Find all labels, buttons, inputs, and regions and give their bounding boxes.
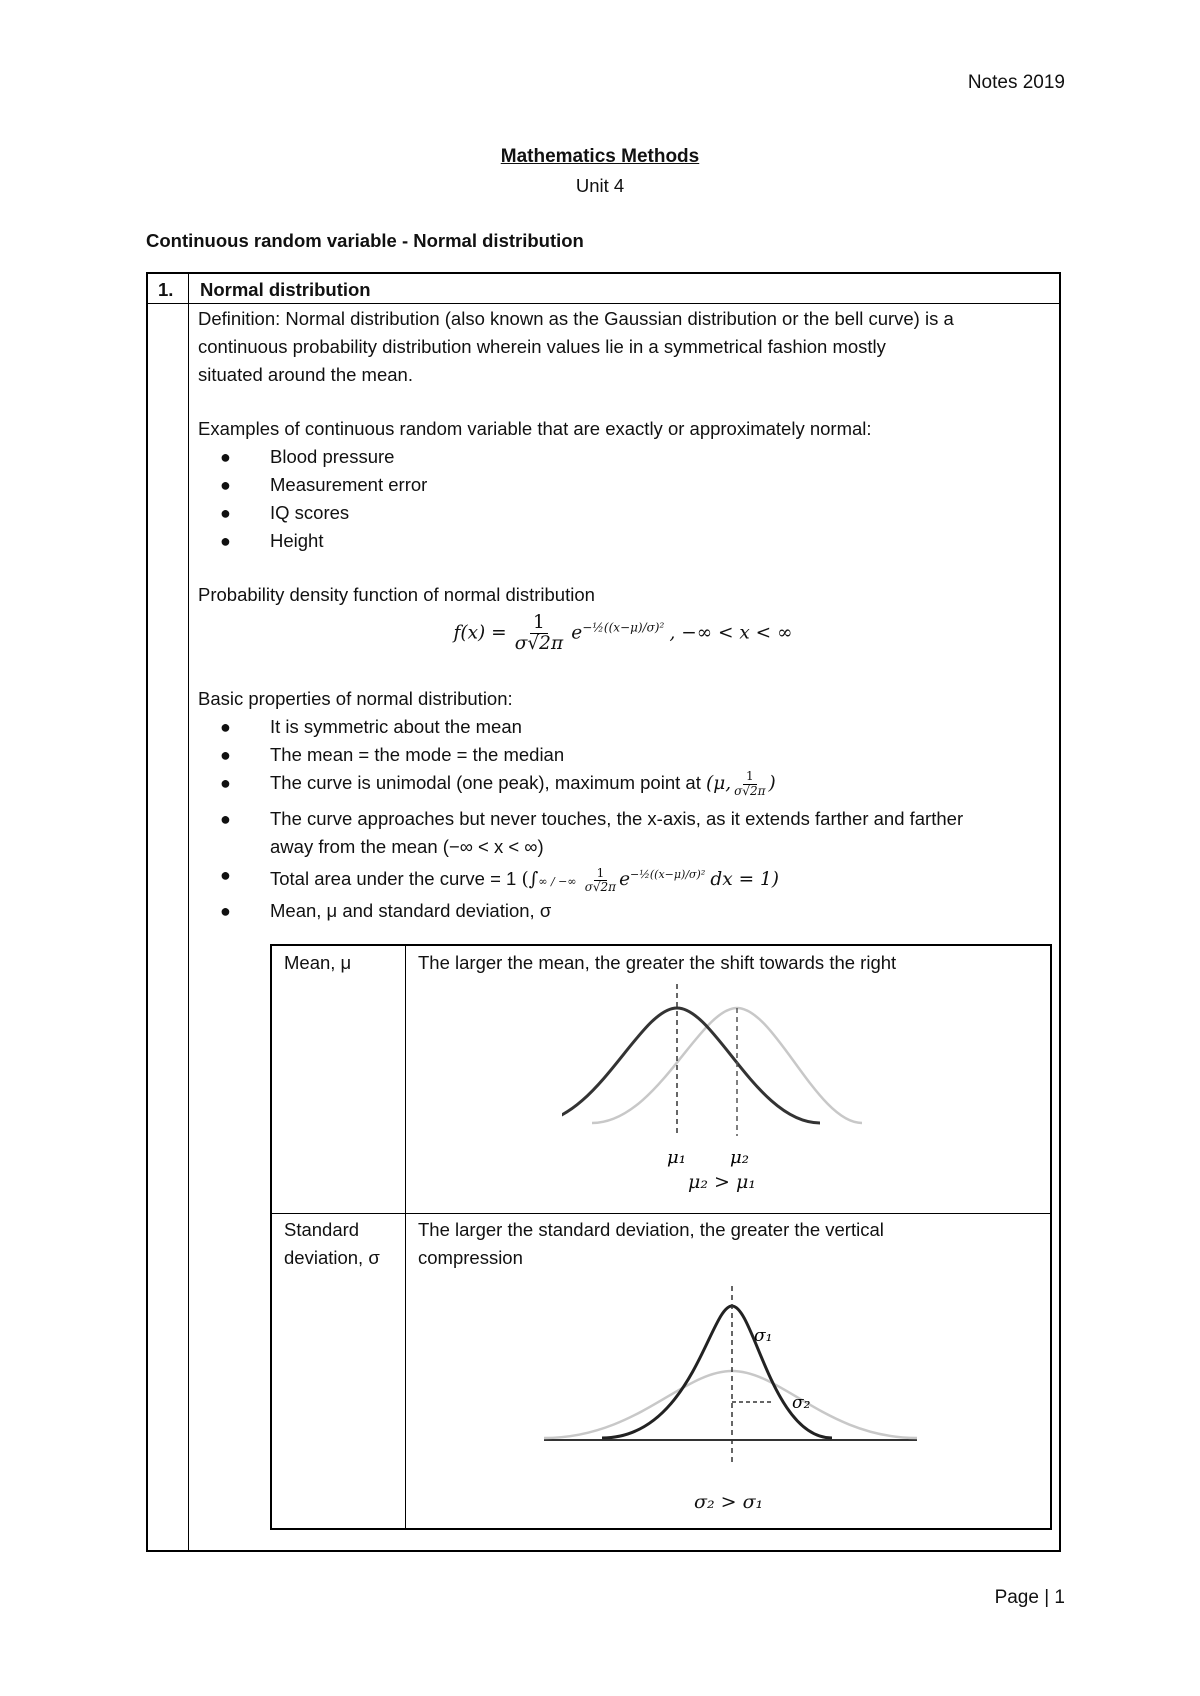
sigma1-label: σ₁	[754, 1326, 773, 1346]
examples-list	[198, 443, 1048, 555]
inner-column-divider	[405, 946, 406, 1528]
row-number: 1.	[158, 279, 174, 300]
pdf-intro: Probability density function of normal distribution	[198, 584, 595, 605]
formula-fraction: $\frac{1}{\sigma√2\pi}$	[514, 612, 564, 655]
properties-list	[198, 713, 1048, 925]
sd-description-line-1: The larger the standard deviation, the greater the vertical	[418, 1219, 884, 1240]
section-heading: Continuous random variable - Normal distribution	[146, 230, 584, 251]
list-item: ● The mean = the mode = the median	[198, 741, 1048, 769]
mean-caption: μ₂ > μ₁	[688, 1171, 756, 1193]
curve-mu2	[592, 1008, 862, 1123]
bullet-icon: ●	[220, 475, 231, 495]
list-item: ● The curve is unimodal (one peak), maximum point at (μ, $\frac{1}{\sigma√2\pi}$ )	[220, 769, 776, 798]
page-title: Mathematics Methods	[500, 146, 700, 167]
list-item: ● Blood pressure	[198, 443, 1048, 471]
curve-sigma2	[544, 1371, 917, 1438]
page-number: Page | 1	[994, 1587, 1065, 1608]
mean-description: The larger the mean, the greater the shift towards the right	[418, 952, 897, 973]
bullet-icon: ●	[220, 809, 231, 829]
sd-description-line-2: compression	[418, 1247, 523, 1268]
definition-line-1: Definition: Normal distribution (also known as the Gaussian distribution or the bell curve) is a	[198, 308, 954, 329]
inner-table	[270, 944, 1052, 1530]
bullet-icon: ●	[220, 503, 231, 523]
bullet-icon: ●	[220, 865, 231, 885]
row-heading: Normal distribution	[200, 279, 371, 300]
bullet-icon: ●	[220, 717, 231, 737]
mean-shift-graph	[562, 976, 862, 1176]
definition-line-2: continuous probability distribution wherein values lie in a symmetrical fashion mostly	[198, 336, 886, 357]
formula-exp-base: e	[571, 622, 583, 644]
list-item: ● It is symmetric about the mean	[198, 713, 1048, 741]
list-item: ● IQ scores	[198, 499, 1048, 527]
mean-label: Mean, μ	[284, 952, 352, 973]
examples-intro: Examples of continuous random variable that are exactly or approximately normal:	[198, 418, 872, 439]
sd-compression-graph	[542, 1276, 922, 1476]
table-content	[198, 305, 1048, 925]
pdf-formula	[198, 613, 1048, 685]
formula-exponent: −½((x−μ)/σ)²	[582, 620, 665, 635]
header-note: Notes 2019	[967, 72, 1065, 93]
bullet-icon: ●	[220, 773, 231, 793]
list-item: ● Height	[198, 527, 1048, 555]
inner-row-divider	[272, 1213, 1050, 1214]
list-item: ● The curve approaches but never touches, the x-axis, as it extends farther and farther away from the mean (−∞ < x < ∞)	[198, 805, 1048, 861]
bullet-icon: ●	[220, 531, 231, 551]
sd-caption: σ₂ > σ₁	[694, 1491, 764, 1513]
sigma2-label: σ₂	[792, 1393, 811, 1413]
curve-mu1	[562, 1008, 820, 1123]
mu2-label: μ₂	[730, 1147, 749, 1168]
table-column-divider	[188, 274, 189, 1550]
bullet-icon: ●	[220, 447, 231, 467]
mu1-label: μ₁	[667, 1147, 686, 1168]
sd-label-line-2: deviation, σ	[284, 1247, 380, 1268]
bullet-icon: ●	[220, 901, 231, 921]
formula-lhs: f(x) =	[453, 622, 507, 644]
sd-label-line-1: Standard	[284, 1219, 360, 1240]
definition-line-3: situated around the mean.	[198, 364, 413, 385]
list-item: ● Measurement error	[198, 471, 1048, 499]
properties-intro: Basic properties of normal distribution:	[198, 688, 513, 709]
list-item: ● Total area under the curve = 1 (∫∞ / −∞ $\frac{1}{\sigma√2\pi}$ $e^{-\frac{1}{2}((x-\mu)/\sigma)^2}$ dx = 1)	[198, 861, 1048, 897]
formula-domain: , −∞ < x < ∞	[669, 622, 793, 644]
table-header-divider	[148, 303, 1059, 304]
bullet-icon: ●	[220, 745, 231, 765]
page-subtitle: Unit 4	[575, 175, 625, 196]
list-item: ● Mean, μ and standard deviation, σ	[198, 897, 1048, 925]
